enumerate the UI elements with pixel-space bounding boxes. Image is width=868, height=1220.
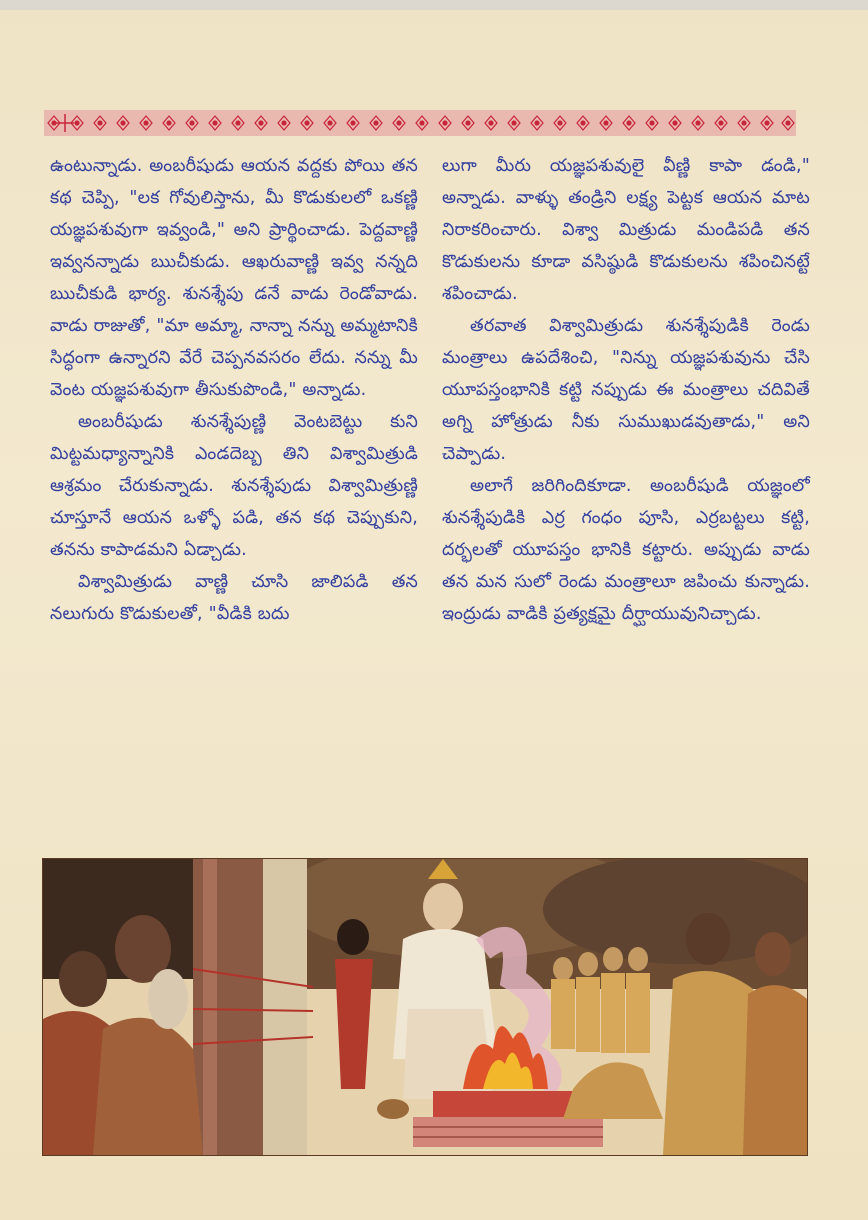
right-column	[442, 150, 810, 840]
paragraph: ఉంటున్నాడు. అంబరీషుడు ఆయన వద్దకు పోయి తన కథ చెప్పి, "లక గోవులిస్తాను, మీ కొడుకులలో ఒకణ్ణి యజ్ఞపశువుగా ఇవ్వండి," అని ప్రార్థించాడు. పెద్దవాణ్ణి ఇవ్వనన్నాడు ఋచీకుడు. ఆఖరువాణ్ణి ఇవ్వ నన్నది ఋచీకుడి భార్య. శునశ్శేపు డనే వాడు రెండోవాడు. వాడు రాజుతో, "మా అమ్మా, నాన్నా నన్ను అమ్మటానికి సిద్ధంగా ఉన్నారని వేరే చెప్పనవసరం లేదు. నన్ను మీ వెంట యజ్ఞపశువుగా తీసుకుపొండి," అన్నాడు.	[50, 156, 418, 400]
left-column	[50, 150, 418, 840]
illustration-icon	[43, 859, 807, 1155]
paragraph: విశ్వామిత్రుడు వాణ్ణి చూసి జాలిపడి తన నలుగురు కొడుకులతో, "వీడికి బదు	[50, 572, 418, 624]
paragraph: అలాగే జరిగిందికూడా. అంబరీషుడి యజ్ఞంలో శునశ్శేపుడికి ఎర్ర గంధం పూసి, ఎర్రబట్టలు కట్టి, దర్భలతో యూపస్తం భానికి కట్టారు. అప్పుడు వాడు తన మన సులో రెండు మంత్రాలూ జపించు కున్నాడు. ఇంద్రుడు వాడికి ప్రత్యక్షమై దీర్ఘాయువునిచ్చాడు.	[442, 476, 810, 624]
paragraph: లుగా మీరు యజ్ఞపశువులై వీణ్ణి కాపా డండి," అన్నాడు. వాళ్ళు తండ్రిని లక్ష్య పెట్టక ఆయన మాట నిరాకరించారు. విశ్వా మిత్రుడు మండిపడి తన కొడుకులను కూడా వసిష్ఠుడి కొడుకులను శపించినట్టే శపించాడు.	[442, 156, 810, 304]
illustration-sacrifice-scene	[42, 858, 808, 1156]
decorative-border-strip	[44, 110, 796, 136]
text-columns	[50, 150, 810, 840]
paragraph: తరవాత విశ్వామిత్రుడు శునశ్శేపుడికి రెండు మంత్రాలు ఉపదేశించి, "నిన్ను యజ్ఞపశువును చేసి యూపస్తంభానికి కట్టి నప్పుడు ఈ మంత్రాలు చదివితే అగ్ని హోత్రుడు నీకు సుముఖుడవుతాడు," అని చెప్పాడు.	[442, 316, 810, 464]
paragraph: అంబరీషుడు శునశ్శేపుణ్ణి వెంటబెట్టు కుని మిట్టమధ్యాన్నానికి ఎండదెబ్బ తిని విశ్వామిత్రుడి ఆశ్రమం చేరుకున్నాడు. శునశ్శేపుడు విశ్వామిత్రుణ్ణి చూస్తూనే ఆయన ఒళ్ళో పడి, తన కథ చెప్పుకుని, తనను కాపాడమని ఏడ్చాడు.	[50, 412, 418, 560]
